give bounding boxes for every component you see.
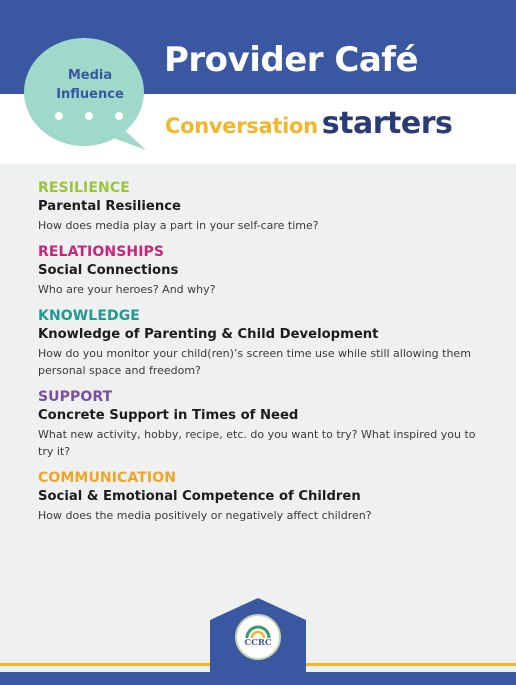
section-category: RESILIENCE bbox=[38, 180, 130, 196]
logo-badge bbox=[235, 614, 281, 660]
section-heading: Social Connections bbox=[38, 263, 179, 278]
section-heading: Parental Resilience bbox=[38, 199, 181, 214]
section-knowledge bbox=[38, 308, 488, 379]
section-question: Who are your heroes? And why? bbox=[38, 283, 216, 296]
section-heading: Social & Emotional Competence of Children bbox=[38, 489, 361, 504]
bubble-line-2: Influence bbox=[56, 87, 124, 102]
section-heading: Knowledge of Parenting & Child Development bbox=[38, 327, 379, 342]
section-relationships bbox=[38, 244, 488, 298]
section-category: RELATIONSHIPS bbox=[38, 244, 165, 260]
section-question: How does media play a part in your self-care time? bbox=[38, 219, 319, 232]
bubble-label bbox=[46, 66, 134, 104]
section-question: How do you monitor your child(ren)’s screen time use while still allowing them personal space and freedom? bbox=[38, 347, 471, 377]
logo-text: CCRC bbox=[244, 638, 272, 648]
section-category: COMMUNICATION bbox=[38, 470, 177, 486]
section-support bbox=[38, 389, 488, 460]
page-subtitle bbox=[165, 106, 452, 141]
subtitle-conversation: Conversation bbox=[165, 114, 318, 138]
section-resilience bbox=[38, 180, 488, 234]
section-category: SUPPORT bbox=[38, 389, 113, 405]
conversation-sections bbox=[38, 180, 488, 534]
page-title: Provider Café bbox=[164, 40, 419, 80]
section-communication bbox=[38, 470, 488, 524]
section-question: How does the media positively or negatively affect children? bbox=[38, 509, 372, 522]
ellipsis-icon bbox=[55, 112, 123, 120]
bubble-line-1: Media bbox=[67, 68, 113, 83]
section-heading: Concrete Support in Times of Need bbox=[38, 408, 299, 423]
section-question: What new activity, hobby, recipe, etc. do you want to try? What inspired you to try it? bbox=[38, 428, 476, 458]
speech-bubble bbox=[22, 36, 150, 152]
subtitle-starters: starters bbox=[321, 106, 453, 141]
section-category: KNOWLEDGE bbox=[38, 308, 140, 324]
